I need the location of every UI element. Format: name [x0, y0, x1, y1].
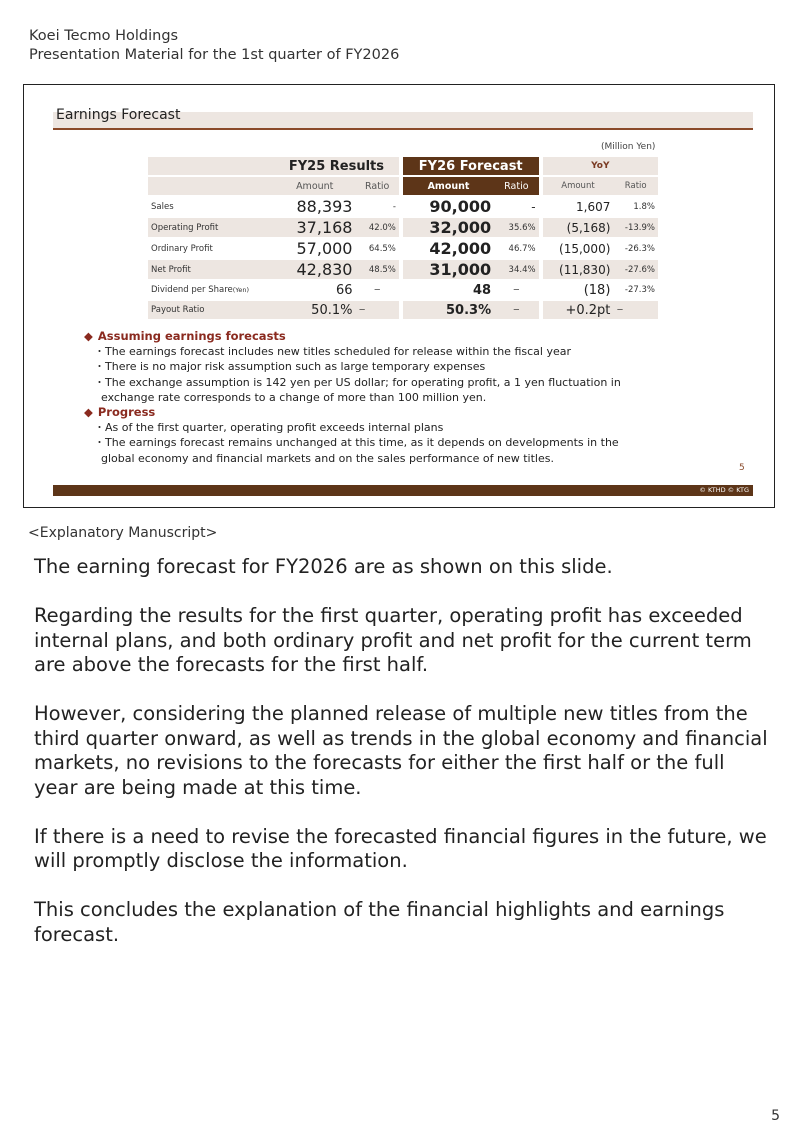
yoy-ratio: -27.3%	[624, 285, 655, 295]
table-sub-header	[148, 177, 658, 195]
yoy-ratio: −	[613, 301, 658, 319]
manuscript-paragraph: However, considering the planned release of multiple new titles from the third quarter onward, as well as trends in the global economy and financial markets, no revisions to the forecasts for either the first half or the full year are being made at this time.	[34, 702, 768, 799]
yoy-amount: 1,607	[576, 199, 611, 214]
row-label: Payout Ratio	[148, 301, 274, 319]
fy25-ratio: 42.0%	[355, 218, 398, 237]
table-row	[148, 239, 658, 258]
unit-label: (Million Yen)	[601, 142, 656, 152]
fy26-amount: 31,000	[403, 260, 494, 279]
header-fy26: FY26 Forecast	[403, 157, 539, 175]
note-item: ・As of the first quarter, operating profit exceeds internal plans	[94, 421, 444, 435]
manuscript-paragraph: The earning forecast for FY2026 are as shown on this slide.	[34, 555, 613, 578]
row-label: Ordinary Profit	[151, 243, 213, 254]
note-item-continued: global economy and financial markets and on the sales performance of new titles.	[101, 451, 554, 465]
fy26-amount: 50.3%	[403, 301, 494, 319]
note-item: ・The earnings forecast remains unchanged at this time, as it depends on developments in the	[94, 436, 619, 450]
fy26-amount: 48	[473, 282, 492, 298]
page-number: 5	[771, 1108, 780, 1124]
fy25-ratio: −	[355, 301, 398, 319]
sub-fy26-ratio: Ratio	[494, 177, 538, 195]
fy26-ratio: -	[531, 199, 536, 214]
note-item: ・The earnings forecast includes new titles scheduled for release within the fiscal year	[94, 345, 571, 359]
fy25-ratio: -	[392, 201, 396, 212]
header-yoy: YoY	[543, 157, 658, 175]
yoy-amount: (18)	[583, 282, 611, 298]
fy25-amount: 57,000	[296, 239, 353, 258]
fy26-ratio: 35.6%	[494, 218, 538, 237]
fy25-ratio: 64.5%	[368, 243, 396, 254]
yoy-ratio: -26.3%	[624, 243, 655, 254]
fy26-amount: 32,000	[403, 218, 494, 237]
row-label: Net Profit	[148, 260, 274, 279]
sub-yoy-amount: Amount	[543, 177, 614, 195]
table-row	[148, 218, 658, 237]
fy26-ratio: −	[494, 301, 538, 319]
header-fy25: FY25 Results	[274, 157, 399, 175]
slide-title: Earnings Forecast	[56, 107, 181, 123]
forecast-notes	[84, 329, 621, 466]
yoy-amount: +0.2pt	[543, 301, 614, 319]
row-label: Operating Profit	[148, 218, 274, 237]
manuscript-paragraph: This concludes the explanation of the financial highlights and earnings forecast.	[34, 898, 725, 946]
manuscript-paragraph: Regarding the results for the first quarter, operating profit has exceeded internal plans, and both ordinary profit and net profit for the current term are above the forecasts for the first half.	[34, 604, 752, 676]
document-header	[29, 27, 399, 65]
sub-fy25-amount: Amount	[274, 177, 355, 195]
slide-page-number: 5	[739, 463, 745, 473]
note-item: ・The exchange assumption is 142 yen per US dollar; for operating profit, a 1 yen fluctuation in	[94, 375, 621, 389]
assumptions-heading: ◆ Assuming earnings forecasts	[84, 329, 621, 344]
copyright: © KTHD © KTG	[699, 486, 749, 494]
fy25-amount: 42,830	[274, 260, 355, 279]
table-row	[148, 301, 658, 319]
fy25-ratio: 48.5%	[355, 260, 398, 279]
fy26-amount: 42,000	[429, 239, 492, 258]
progress-heading: ◆ Progress	[84, 405, 621, 420]
sub-fy25-ratio: Ratio	[355, 177, 398, 195]
manuscript-paragraph: If there is a need to revise the forecasted financial figures in the future, we will promptly disclose the information.	[34, 824, 767, 872]
note-item-continued: exchange rate corresponds to a change of more than 100 million yen.	[101, 390, 487, 404]
company-name: Koei Tecmo Holdings	[29, 28, 179, 44]
fy26-ratio: −	[512, 285, 520, 295]
fy25-amount: 37,168	[274, 218, 355, 237]
manuscript-heading: <Explanatory Manuscript>	[28, 525, 218, 541]
row-label: Sales	[151, 201, 174, 212]
table-group-header	[148, 157, 658, 175]
sub-yoy-ratio: Ratio	[613, 177, 658, 195]
yoy-ratio: -27.6%	[613, 260, 658, 279]
table-row	[148, 197, 658, 216]
table-row	[148, 260, 658, 279]
yoy-amount: (15,000)	[559, 241, 611, 256]
table-row	[148, 281, 658, 299]
document-subtitle: Presentation Material for the 1st quarter of FY2026	[29, 47, 400, 63]
fy25-ratio: −	[373, 285, 381, 295]
yoy-amount: (11,830)	[543, 260, 614, 279]
row-label: Dividend per Share(Yen)	[151, 285, 250, 295]
fy25-amount: 66	[335, 282, 353, 298]
sub-fy26-amount: Amount	[403, 177, 494, 195]
yoy-ratio: -13.9%	[613, 218, 658, 237]
note-item: ・There is no major risk assumption such as large temporary expenses	[94, 360, 486, 374]
fy26-ratio: 46.7%	[508, 243, 536, 254]
yoy-ratio: 1.8%	[633, 201, 655, 212]
manuscript-body	[34, 555, 774, 972]
slide-frame	[23, 84, 775, 508]
forecast-table	[148, 155, 658, 321]
fy26-ratio: 34.4%	[494, 260, 538, 279]
fy26-amount: 90,000	[429, 197, 492, 216]
slide-footer-bar	[53, 485, 753, 496]
yoy-amount: (5,168)	[543, 218, 614, 237]
fy25-amount: 50.1%	[274, 301, 355, 319]
fy25-amount: 88,393	[296, 197, 353, 216]
